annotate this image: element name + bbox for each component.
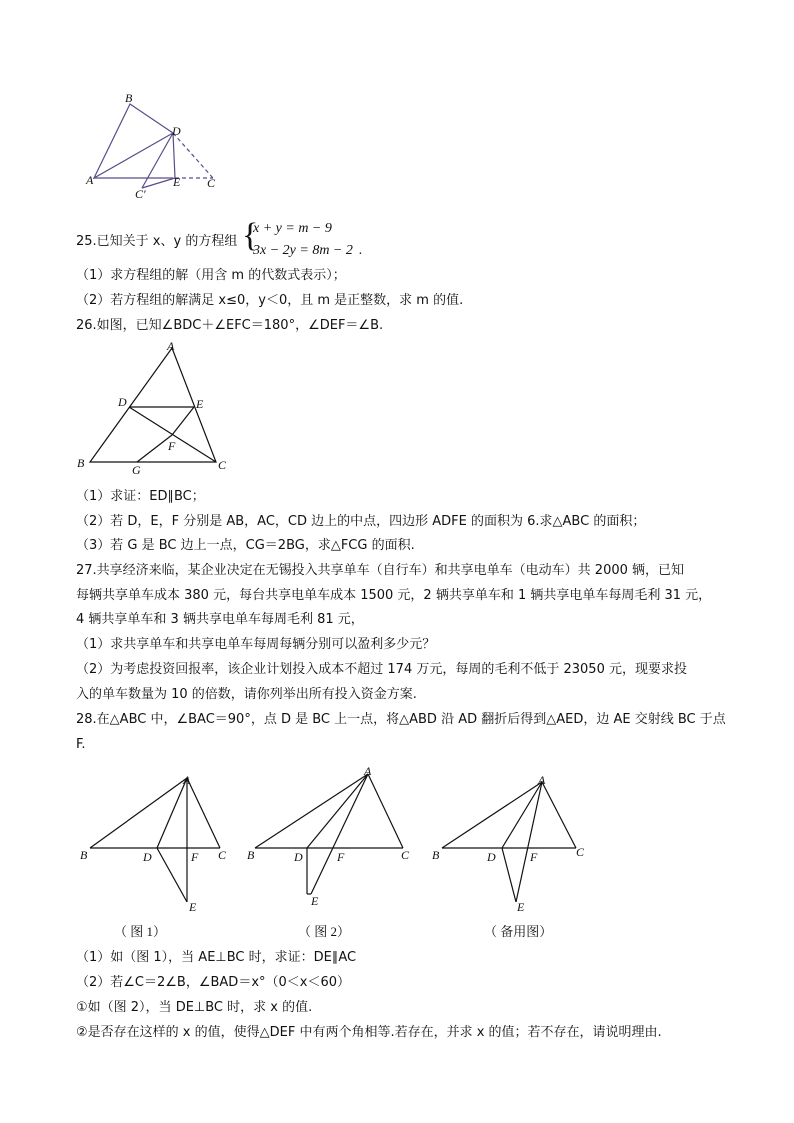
label-A: A <box>183 773 191 787</box>
label-D: D <box>294 850 303 864</box>
caption-figure-1: （ 图 1） <box>114 924 167 939</box>
label-B: B <box>247 848 255 862</box>
system-brace: { <box>242 217 259 254</box>
caption-figure-2: （ 图 2） <box>298 924 351 939</box>
label-A: A <box>538 773 546 787</box>
label-C: C <box>401 848 410 862</box>
q25-tail: . <box>359 243 363 258</box>
q28-part2: （2）若∠C＝2∠B，∠BAD＝x°（0＜x＜60） <box>76 975 351 990</box>
q28-line1: 28.在△ABC 中，∠BAC＝90°，点 D 是 BC 上一点，将△ABD 沿 AD 翻折后得到△AED，边 AE 交射线 BC 于点 <box>76 712 726 727</box>
label-E: E <box>517 900 525 914</box>
q27-part1: （1）求共享单车和共享电单车每周每辆分别可以盈利多少元？ <box>76 637 436 652</box>
q25-eq2: 3x − 2y = 8m − 2 <box>253 243 353 258</box>
q28-part2b: ②是否存在这样的 x 的值，使得△DEF 中有两个角相等.若存在，并求 x 的值；若不存在，请说明理由. <box>76 1025 662 1040</box>
label-C: C <box>207 176 216 190</box>
figure-backup <box>428 768 598 918</box>
figure-2 <box>243 762 428 912</box>
label-F: F <box>191 850 199 864</box>
q27-line2: 每辆共享单车成本 380 元，每台共享电单车成本 1500 元，2 辆共享单车和 1 辆共享电单车每周毛利 31 元， <box>76 588 712 603</box>
label-A: A <box>364 764 372 778</box>
q25-stem: 25.已知关于 x、y 的方程组 <box>76 234 238 249</box>
label-C: C <box>576 845 585 859</box>
q27-part2a: （2）为考虑投资回报率，该企业计划投入成本不超过 174 万元，每周的毛利不低于 23050 元，现要求投 <box>76 662 687 677</box>
label-D: D <box>487 850 496 864</box>
label-D: D <box>143 850 152 864</box>
q25-part1: （1）求方程组的解（用含 m 的代数式表示）； <box>76 268 346 283</box>
label-D: D <box>118 395 127 409</box>
caption-figure-backup: （ 备用图） <box>484 924 553 939</box>
label-E: E <box>196 397 204 411</box>
q26-part3: （3）若 G 是 BC 边上一点，CG＝2BG，求△FCG 的面积. <box>76 538 415 553</box>
label-E: E <box>173 175 181 189</box>
label-C: C <box>218 458 227 472</box>
triangle-figure-26 <box>70 338 240 478</box>
q28-line2: F. <box>76 737 86 752</box>
q25-part2: （2）若方程组的解满足 x≤0，y＜0，且 m 是正整数，求 m 的值. <box>76 293 464 308</box>
label-G: G <box>132 463 141 477</box>
label-F: F <box>168 439 176 453</box>
label-A: A <box>86 173 94 187</box>
q28-part2a: ①如（图 2），当 DE⊥BC 时，求 x 的值. <box>76 1000 313 1015</box>
label-B: B <box>125 91 133 105</box>
label-C: C <box>218 848 227 862</box>
q27-part2b: 入的单车数量为 10 的倍数，请你列举出所有投入资金方案. <box>76 687 417 702</box>
label-C-prime: C′ <box>135 187 146 200</box>
label-B: B <box>80 848 88 862</box>
q27-line1: 27.共享经济来临，某企业决定在无锡投入共享单车（自行车）和共享电单车（电动车）共 2000 辆，已知 <box>76 563 685 578</box>
label-A: A <box>167 339 175 353</box>
label-B: B <box>432 848 440 862</box>
label-B: B <box>77 456 85 470</box>
q28-part1: （1）如（图 1），当 AE⊥BC 时，求证：DE∥AC <box>76 950 357 965</box>
label-E: E <box>189 900 197 914</box>
fold-figure-top <box>80 90 230 200</box>
q27-line3: 4 辆共享单车和 3 辆共享电单车每周毛利 81 元， <box>76 612 364 627</box>
q25-eq1: x + y = m − 9 <box>253 221 332 236</box>
figure-1 <box>75 768 245 918</box>
label-F: F <box>530 850 538 864</box>
label-F: F <box>337 850 345 864</box>
label-D: D <box>172 124 181 138</box>
q26-stem: 26.如图，已知∠BDC＋∠EFC＝180°，∠DEF＝∠B. <box>76 318 384 333</box>
label-E: E <box>311 894 319 908</box>
q26-part1: （1）求证：ED∥BC； <box>76 489 205 504</box>
q26-part2: （2）若 D，E，F 分别是 AB，AC，CD 边上的中点，四边形 ADFE 的面积为 6.求△ABC 的面积； <box>76 514 646 529</box>
